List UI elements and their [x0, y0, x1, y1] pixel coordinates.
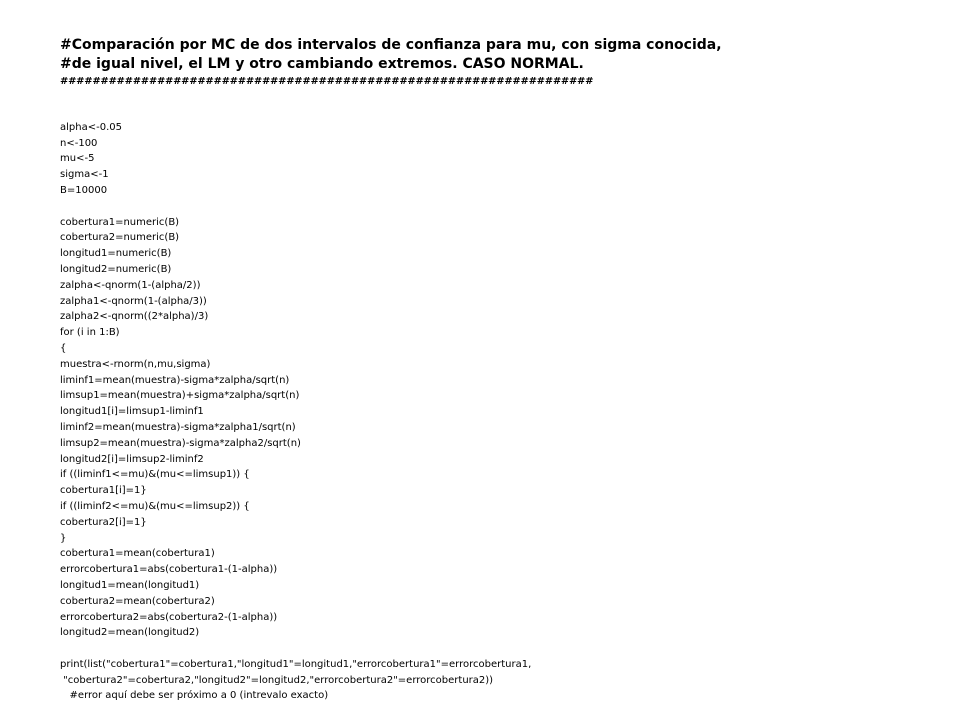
separator-line: ################################################################## [60, 76, 594, 87]
document-header [60, 36, 940, 89]
code-line: zalpha1<-qnorm(1-(alpha/3)) [60, 295, 207, 307]
code-block [60, 104, 940, 704]
code-line: longitud1=numeric(B) [60, 248, 172, 260]
code-line: cobertura1=numeric(B) [60, 216, 180, 228]
code-line: longitud1=mean(longitud1) [60, 579, 200, 591]
code-line: mu<-5 [60, 153, 95, 165]
code-line [60, 641, 940, 657]
code-line: longitud2=mean(longitud2) [60, 627, 200, 639]
code-line: if ((liminf1<=mu)&(mu<=limsup1)) { [60, 469, 250, 481]
title-line-1: #Comparación por MC de dos intervalos de confianza para mu, con sigma conocida, [60, 37, 722, 53]
code-line: cobertura1=mean(cobertura1) [60, 548, 215, 560]
code-line: if ((liminf2<=mu)&(mu<=limsup2)) { [60, 500, 250, 512]
title-line-2: #de igual nivel, el LM y otro cambiando extremos. CASO NORMAL. [60, 56, 584, 72]
code-line: cobertura2=mean(cobertura2) [60, 595, 215, 607]
code-line: sigma<-1 [60, 169, 109, 181]
code-line: { [60, 342, 67, 354]
code-line: #error aquí debe ser próximo a 0 (intrevalo exacto) [60, 690, 329, 702]
code-line: limsup1=mean(muestra)+sigma*zalpha/sqrt(n) [60, 390, 300, 402]
code-line: for (i in 1:B) [60, 327, 120, 339]
code-line: cobertura2=numeric(B) [60, 232, 180, 244]
code-line: zalpha<-qnorm(1-(alpha/2)) [60, 279, 201, 291]
code-line: longitud2=numeric(B) [60, 263, 172, 275]
code-line: cobertura1[i]=1} [60, 485, 147, 497]
code-line: errorcobertura2=abs(cobertura2-(1-alpha)) [60, 611, 278, 623]
code-line: limsup2=mean(muestra)-sigma*zalpha2/sqrt(n) [60, 437, 301, 449]
code-line: "cobertura2"=cobertura2,"longitud2"=longitud2,"errorcobertura2"=errorcobertura2)) [60, 674, 494, 686]
code-line: } [60, 532, 67, 544]
code-line: liminf2=mean(muestra)-sigma*zalpha1/sqrt(n) [60, 421, 296, 433]
code-line: errorcobertura1=abs(cobertura1-(1-alpha)) [60, 564, 278, 576]
code-line: longitud1[i]=limsup1-liminf1 [60, 406, 204, 418]
code-line: n<-100 [60, 137, 98, 149]
code-line [60, 199, 940, 215]
code-line [60, 104, 940, 120]
code-line: longitud2[i]=limsup2-liminf2 [60, 453, 204, 465]
code-line: alpha<-0.05 [60, 121, 122, 133]
code-line: liminf1=mean(muestra)-sigma*zalpha/sqrt(n) [60, 374, 290, 386]
code-line: muestra<-rnorm(n,mu,sigma) [60, 358, 211, 370]
code-line: zalpha2<-qnorm((2*alpha)/3) [60, 311, 209, 323]
code-line: print(list("cobertura1"=cobertura1,"longitud1"=longitud1,"errorcobertura1"=errorcobertura1, [60, 658, 532, 670]
code-line: B=10000 [60, 184, 108, 196]
code-line: cobertura2[i]=1} [60, 516, 147, 528]
